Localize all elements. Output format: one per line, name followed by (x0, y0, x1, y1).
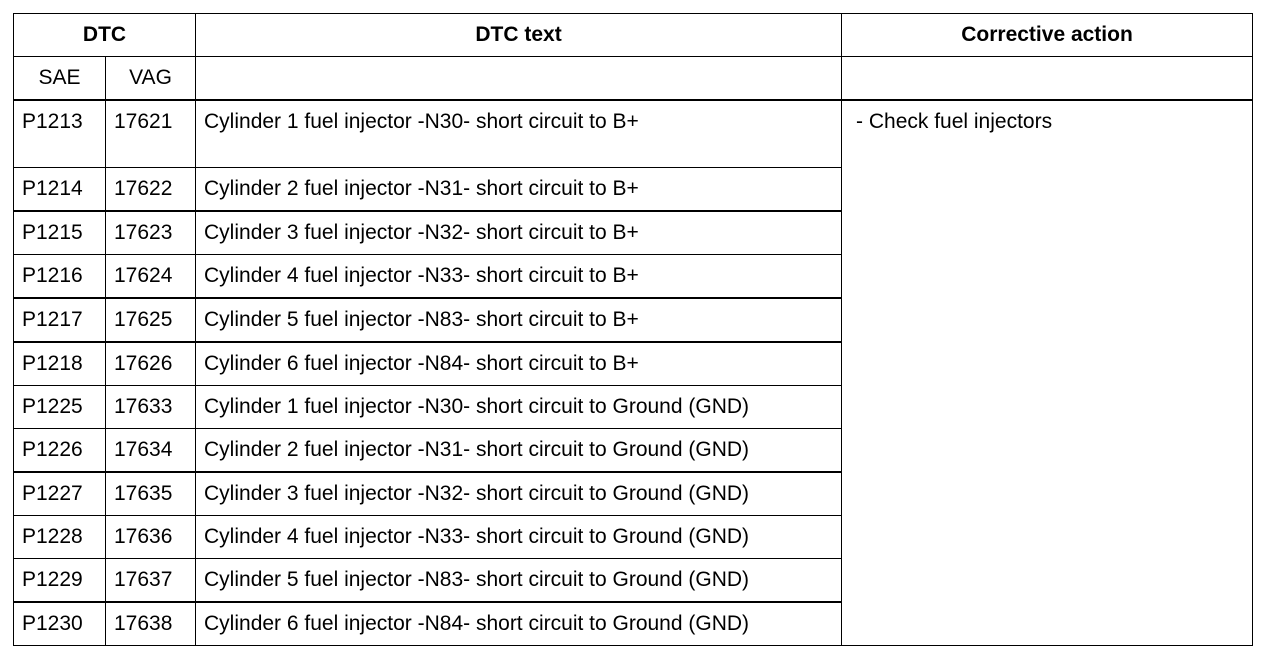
dtc-text: Cylinder 3 fuel injector -N32- short circuit to Ground (GND) (196, 472, 842, 516)
dtc-text: Cylinder 5 fuel injector -N83- short circuit to B+ (196, 298, 842, 342)
vag-code: 17637 (106, 559, 196, 603)
sae-code: P1230 (14, 602, 106, 646)
vag-code: 17624 (106, 255, 196, 299)
vag-code: 17635 (106, 472, 196, 516)
vag-code: 17625 (106, 298, 196, 342)
header-row (14, 14, 1253, 57)
sae-code: P1226 (14, 429, 106, 473)
dtc-text: Cylinder 3 fuel injector -N32- short circuit to B+ (196, 211, 842, 255)
dtc-text: Cylinder 4 fuel injector -N33- short circuit to Ground (GND) (196, 516, 842, 559)
sae-code: P1225 (14, 386, 106, 429)
vag-code: 17621 (106, 100, 196, 168)
dtc-text: Cylinder 2 fuel injector -N31- short circuit to B+ (196, 168, 842, 212)
corrective-action-cell (842, 100, 1253, 646)
dtc-text: Cylinder 1 fuel injector -N30- short circuit to Ground (GND) (196, 386, 842, 429)
subheader-vag: VAG (106, 57, 196, 101)
corrective-action-text: - Check fuel injectors (856, 110, 1053, 133)
vag-code: 17626 (106, 342, 196, 386)
table-row (14, 100, 1253, 168)
vag-code: 17638 (106, 602, 196, 646)
header-dtc-text: DTC text (196, 14, 842, 57)
header-corrective-action: Corrective action (842, 14, 1253, 57)
dtc-table (13, 13, 1253, 646)
sae-code: P1218 (14, 342, 106, 386)
dtc-text: Cylinder 5 fuel injector -N83- short circuit to Ground (GND) (196, 559, 842, 603)
subheader-sae: SAE (14, 57, 106, 101)
sae-code: P1216 (14, 255, 106, 299)
vag-code: 17633 (106, 386, 196, 429)
sae-code: P1213 (14, 100, 106, 168)
sae-code: P1228 (14, 516, 106, 559)
dtc-text: Cylinder 4 fuel injector -N33- short circuit to B+ (196, 255, 842, 299)
sae-code: P1227 (14, 472, 106, 516)
vag-code: 17623 (106, 211, 196, 255)
dtc-text: Cylinder 6 fuel injector -N84- short circuit to Ground (GND) (196, 602, 842, 646)
sae-code: P1217 (14, 298, 106, 342)
sae-code: P1214 (14, 168, 106, 212)
vag-code: 17636 (106, 516, 196, 559)
sae-code: P1229 (14, 559, 106, 603)
vag-code: 17622 (106, 168, 196, 212)
vag-code: 17634 (106, 429, 196, 473)
dtc-text: Cylinder 1 fuel injector -N30- short circuit to B+ (196, 100, 842, 168)
subheader-empty-text (196, 57, 842, 101)
dtc-text: Cylinder 6 fuel injector -N84- short circuit to B+ (196, 342, 842, 386)
subheader-empty-action (842, 57, 1253, 101)
subheader-row (14, 57, 1253, 101)
dtc-text: Cylinder 2 fuel injector -N31- short circuit to Ground (GND) (196, 429, 842, 473)
sae-code: P1215 (14, 211, 106, 255)
header-dtc: DTC (14, 14, 196, 57)
